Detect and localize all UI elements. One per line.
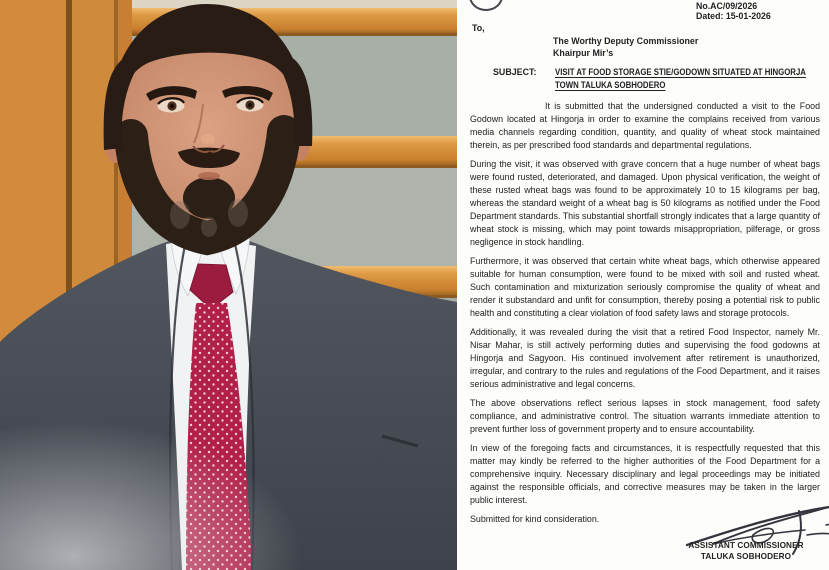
body-paragraph: During the visit, it was observed with grave concern that a huge number of wheat bags were found rusted, deteriorated, and damaged. Upon physical verification, the weight of these rusted wheat bags was found to be approximately 10 to 15 kilograms per bag, whereas the standard weight of a wheat bag is 50 kilograms as notified under the Food Department standards. This substantial shortfall strongly indicates that a large quantity of wheat stock is missing, which may point towards misappropriation, pilferage, or gross negligence in stock handling. xyxy=(470,159,820,247)
body-paragraph: The above observations reflect serious lapses in stock management, food safety compliance, and administrative control. The situation warrants immediate attention to prevent further loss of government property and to ensure accountability. xyxy=(470,398,820,434)
body-paragraph: It is submitted that the undersigned conducted a visit to the Food Godown located at Hingorja in order to examine the complains received from various media channels regarding condition, quantity, and quality of wheat stock maintained therein, as per prescribed food standards and departmental regulations. xyxy=(470,101,820,150)
signatory-title: ASSISTANT COMMISSIONER xyxy=(688,541,804,550)
letter-body xyxy=(470,100,820,526)
body-paragraph: In view of the foregoing facts and circumstances, it is respectfully requested that this matter may kindly be referred to the higher authorities of the Food Department for a comprehensive inquiry. Necessary disciplinary and legal proceedings may be initiated against the responsible officials, and corrective measures may be taken in the larger public interest. xyxy=(470,443,820,505)
recipient-block xyxy=(553,35,820,59)
body-paragraph: Furthermore, it was observed that certain white wheat bags, which otherwise appeared suitable for human consumption, were found to be mixed with soil and rusted wheat. Such contamination and mixturization seriously compromise the quality of wheat and render it substandard and unfit for consumption, thereby posing a potential risk to public health and constituting a clear violation of food safety laws and storage protocols. xyxy=(470,255,820,318)
subject-label: SUBJECT: xyxy=(493,67,537,77)
closing-line: Submitted for kind consideration. xyxy=(470,514,600,525)
reference-number: No.AC/09/2026 xyxy=(696,1,758,11)
subject-line-1: VISIT AT FOOD STORAGE STIE/GODOWN SITUATED AT HINGORJA xyxy=(555,67,806,77)
salutation-to: To, xyxy=(472,23,485,33)
recipient-title: The Worthy Deputy Commissioner xyxy=(553,36,699,46)
recipient-location: Khairpur Mir’s xyxy=(553,48,614,58)
subject-line-2: TOWN TALUKA SOBHODERO xyxy=(555,79,666,90)
subject-row xyxy=(493,66,820,91)
letter-date: Dated: 15-01-2026 xyxy=(696,10,771,21)
signature-block xyxy=(685,541,807,562)
subject-title xyxy=(555,66,829,91)
signatory-office: TALUKA SOBHODERO xyxy=(700,551,792,561)
body-paragraph: Additionally, it was revealed during the visit that a retired Food Inspector, namely Mr. Nisar Mahar, is still actively performing duties and supervising the food godowns at Hingorja and Sagyoon. His continued involvement after retirement is unauthorized, irregular, and contrary to the rules and regulations of the Food Department, and it raises serious administrative and legal concerns. xyxy=(470,327,820,389)
letter-reference-block xyxy=(696,2,820,21)
official-letter xyxy=(457,0,829,570)
